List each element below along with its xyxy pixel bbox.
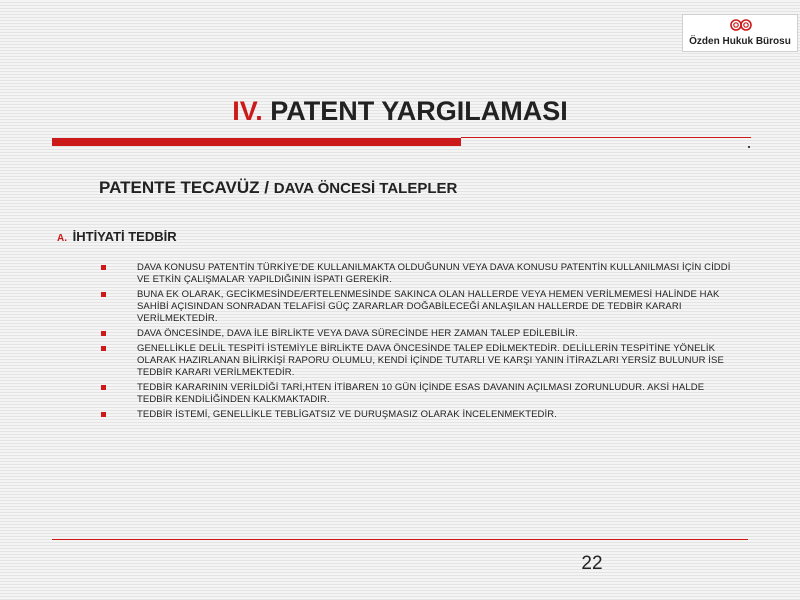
bullet-item [100, 382, 740, 406]
subtitle-rest: DAVA ÖNCESİ TALEPLER [273, 180, 458, 197]
bullet-marker-icon [101, 331, 106, 336]
bullet-marker-icon [101, 292, 106, 297]
bullet-text: GENELLİKLE DELİL TESPİTİ İSTEMİYLE BİRLİKTE DAVA ÖNCESİNDE TALEP EDİLMEKTEDİR. DELİLLERİN TESPİTİNE YÖNELİK OLARAK HAZIRLANAN BİLİRKİŞİ RAPORU OLUMLU, KENDİ İÇİNDE TUTARLI VE KARŞI YANIN İTİRAZLARI YERSİZ BULUNUR İSE TEDBİR KARARI VERİLMEKTEDİR. [137, 343, 724, 378]
bullet-text: BUNA EK OLARAK, GECİKMESİNDE/ERTELENMESİNDE SAKINCA OLAN HALLERDE VEYA HEMEN VERİLMEMESİ HALİNDE HAK SAHİBİ AÇISINDAN SONRADAN TELAFİSİ GÜÇ ZARARLAR DOĞABİLECEĞİ ANLAŞILAN HALLERDE DE TEDBİR KARARI VERİLMEKTEDİR. [137, 289, 720, 324]
bullet-marker-icon [101, 265, 106, 270]
bullet-item [100, 262, 740, 286]
title-text: PATENT YARGILAMASI [270, 96, 568, 126]
slide-title [0, 96, 800, 127]
logo [682, 14, 798, 52]
page-number: 22 [581, 553, 603, 574]
logo-mark-icon [729, 18, 753, 32]
bullet-list [100, 262, 740, 424]
bullet-item [100, 409, 740, 421]
bullet-item [100, 343, 740, 379]
bullet-marker-icon [101, 412, 106, 417]
footer-line [52, 539, 748, 540]
title-roman-numeral: IV. [232, 96, 263, 126]
slide-subtitle [99, 178, 457, 198]
bullet-text: TEDBİR KARARININ VERİLDİĞİ TARİ,HTEN İTİBAREN 10 GÜN İÇİNDE ESAS DAVANIN AÇILMASI ZORUNLUDUR. AKSİ HALDE TEDBİR KENDİLİĞİNDEN KALKMAKTADIR. [137, 382, 705, 405]
section-letter: A. [57, 233, 67, 244]
bullet-text: DAVA ÖNCESİNDE, DAVA İLE BİRLİKTE VEYA DAVA SÜRECİNDE HER ZAMAN TALEP EDİLEBİLİR. [137, 328, 578, 339]
bullet-item [100, 289, 740, 325]
bullet-text: DAVA KONUSU PATENTİN TÜRKİYE’DE KULLANILMAKTA OLDUĞUNUN VEYA DAVA KONUSU PATENTİN KULLANILMASI İÇİN CİDDİ VE ETKİN ÇALIŞMALAR YAPILDIĞININ İSPATI GEREKİR. [137, 262, 731, 285]
decorative-dot [748, 146, 750, 148]
bullet-marker-icon [101, 385, 106, 390]
title-underline-bar [52, 138, 461, 146]
logo-text: Özden Hukuk Bürosu [689, 36, 791, 47]
bullet-marker-icon [101, 346, 106, 351]
title-underline-line [461, 137, 751, 138]
subtitle-bold: PATENTE TECAVÜZ / [99, 178, 269, 197]
section-heading-text: İHTİYATİ TEDBİR [72, 229, 177, 244]
bullet-text: TEDBİR İSTEMİ, GENELLİKLE TEBLİGATSIZ VE DURUŞMASIZ OLARAK İNCELENMEKTEDİR. [137, 409, 557, 420]
bullet-item [100, 328, 740, 340]
section-heading [57, 229, 177, 244]
